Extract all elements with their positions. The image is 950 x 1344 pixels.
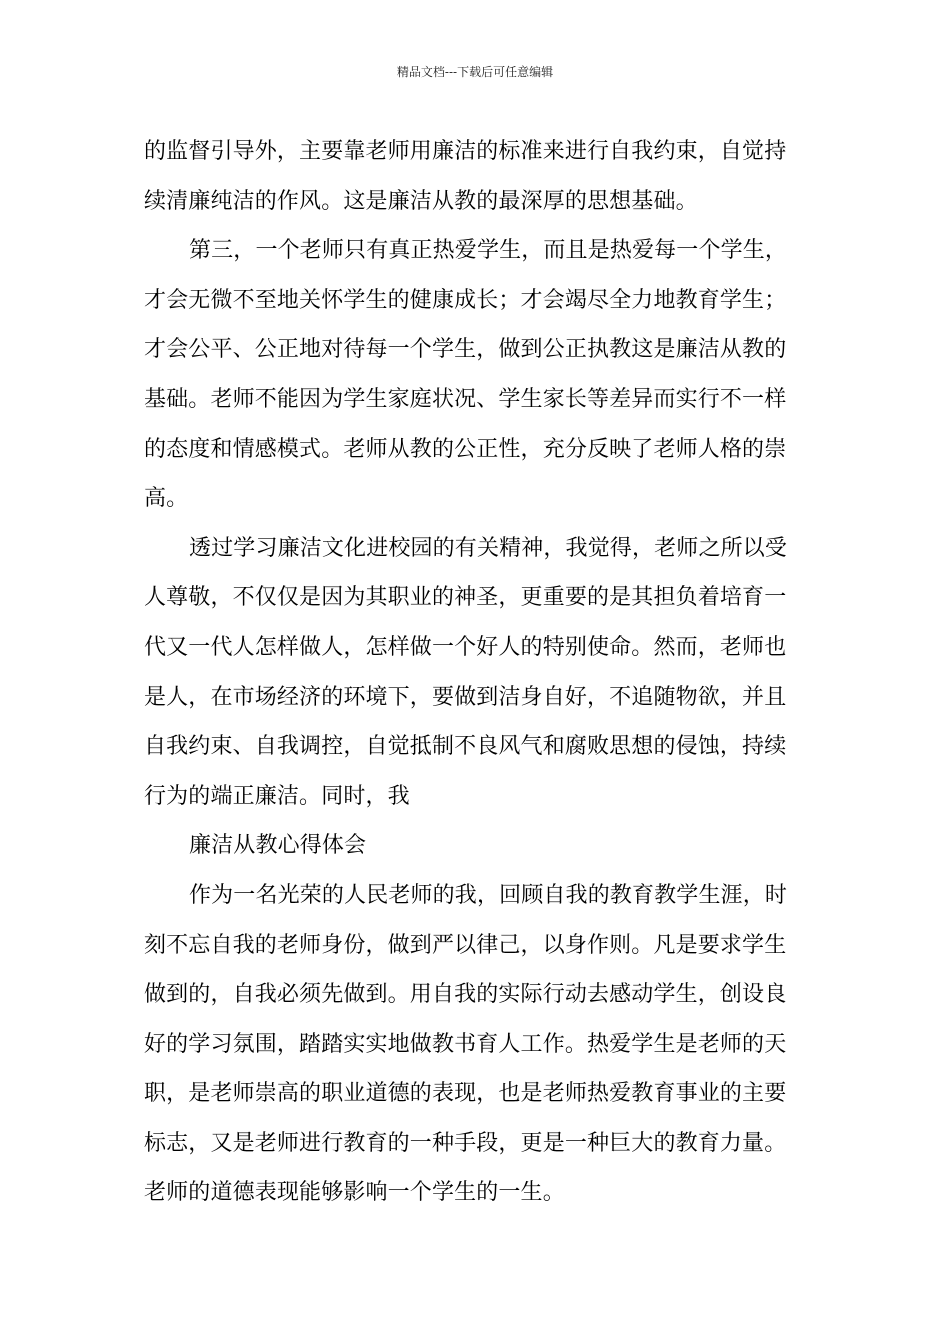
paragraph-reflection xyxy=(144,524,808,822)
text-line: 标志，又是老师进行教育的一种手段，更是一种巨大的教育力量。 xyxy=(144,1130,787,1156)
paragraph-teacher-role xyxy=(144,871,808,1218)
paragraph-continuation xyxy=(144,127,808,226)
text-line: 职，是老师崇高的职业道德的表现，也是老师热爱教育事业的主要 xyxy=(144,1081,787,1107)
text-line: 代又一代人怎样做人，怎样做一个好人的特别使命。然而，老师也 xyxy=(144,634,787,660)
text-line: 刻不忘自我的老师身份，做到严以律己，以身作则。凡是要求学生 xyxy=(144,932,787,958)
text-line: 是人，在市场经济的环境下，要做到洁身自好，不追随物欲，并且 xyxy=(144,684,787,710)
text-line: 的态度和情感模式。老师从教的公正性，充分反映了老师人格的崇 xyxy=(144,436,787,462)
text-line: 人尊敬，不仅仅是因为其职业的神圣，更重要的是其担负着培育一 xyxy=(144,585,787,611)
text-line: 续清廉纯洁的作风。这是廉洁从教的最深厚的思想基础。 xyxy=(144,188,698,214)
text-line: 第三，一个老师只有真正热爱学生，而且是热爱每一个学生， xyxy=(189,238,788,264)
paragraph-third-point xyxy=(144,226,808,524)
page-header: 精品文档---下载后可任意编辑 xyxy=(396,65,554,79)
text-line: 作为一名光荣的人民老师的我，回顾自我的教育教学生涯，时 xyxy=(189,882,788,908)
text-line: 才会公平、公正地对待每一个学生，做到公正执教这是廉洁从教的 xyxy=(144,337,787,363)
text-line: 的监督引导外，主要靠老师用廉洁的标准来进行自我约束，自觉持 xyxy=(144,139,787,164)
text-line: 基础。老师不能因为学生家庭状况、学生家长等差异而实行不一样 xyxy=(144,386,787,412)
text-line: 好的学习氛围，踏踏实实地做教书育人工作。热爱学生是老师的天 xyxy=(144,1031,787,1057)
text-line: 行为的端正廉洁。同时，我 xyxy=(144,783,410,809)
document-body xyxy=(144,127,808,1218)
section-title-text: 廉洁从教心得体会 xyxy=(189,833,367,859)
text-line: 做到的，自我必须先做到。用自我的实际行动去感动学生，创设良 xyxy=(144,982,787,1008)
text-line: 才会无微不至地关怀学生的健康成长；才会竭尽全力地教育学生； xyxy=(144,287,787,313)
text-line: 透过学习廉洁文化进校园的有关精神，我觉得，老师之所以受 xyxy=(189,535,788,561)
section-title xyxy=(144,821,808,871)
text-line: 自我约束、自我调控，自觉抵制不良风气和腐败思想的侵蚀，持续 xyxy=(144,734,787,760)
text-line: 高。 xyxy=(144,486,189,512)
text-line: 老师的道德表现能够影响一个学生的一生。 xyxy=(144,1180,565,1206)
